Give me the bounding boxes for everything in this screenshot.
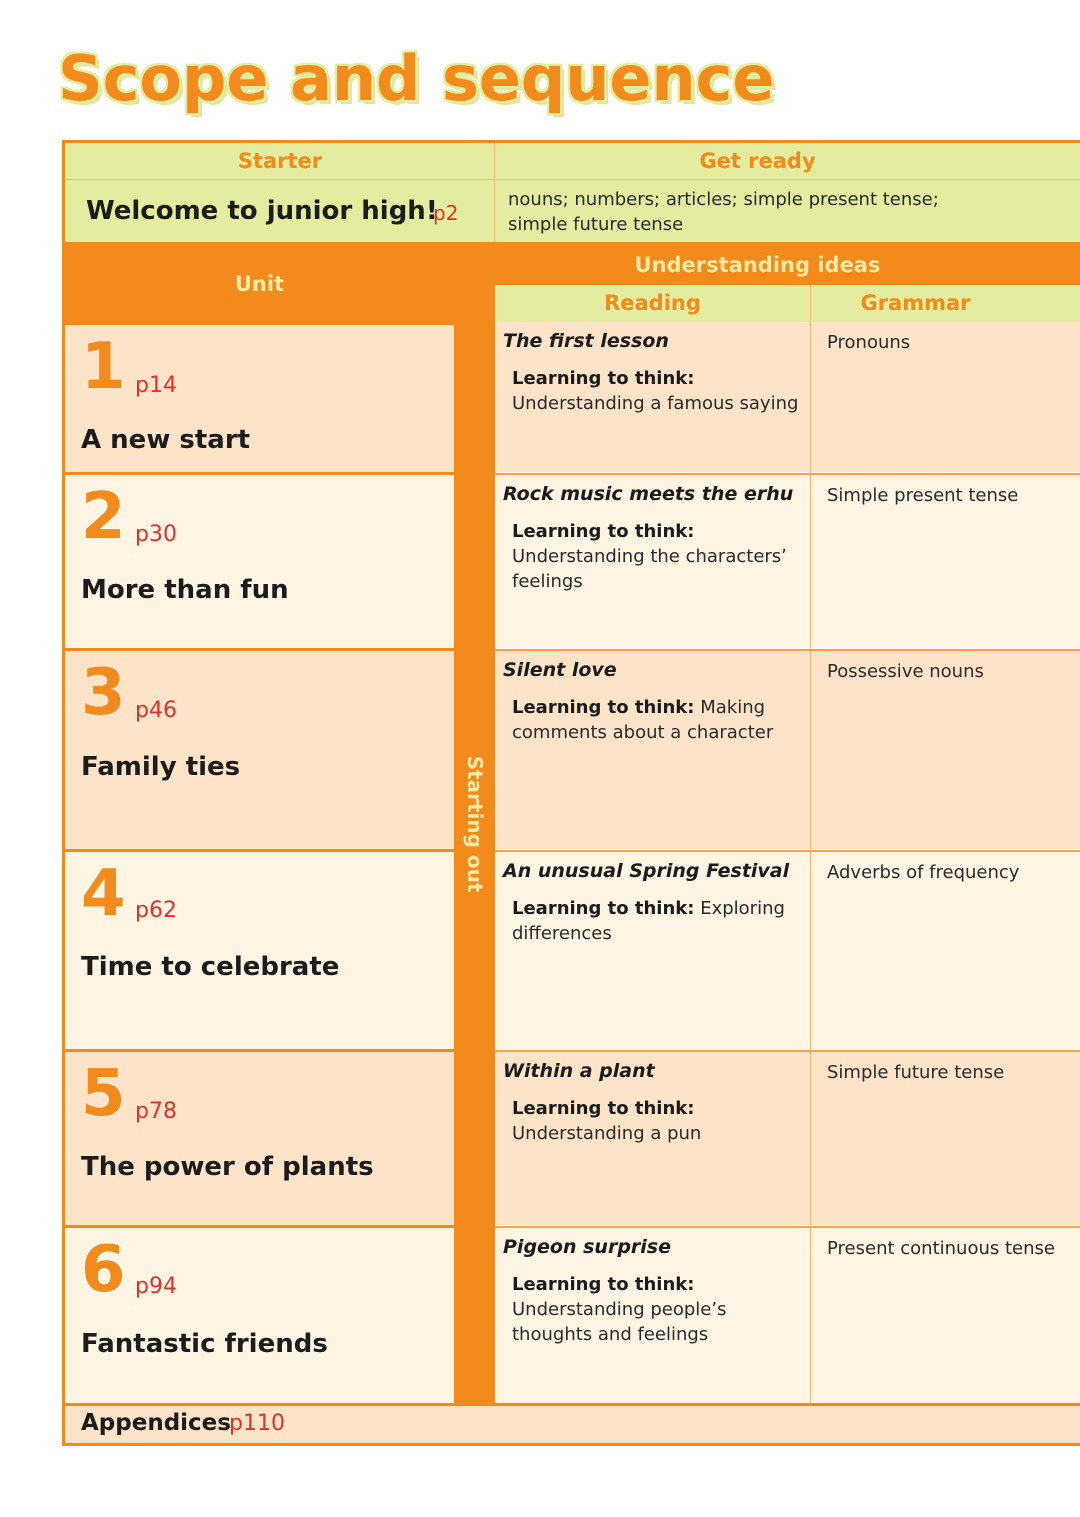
unit-number: 1 — [81, 330, 126, 404]
grammar-text: Simple present tense — [827, 485, 1019, 506]
unit-name: Family ties — [81, 752, 241, 782]
grammar-text: Possessive nouns — [827, 661, 984, 682]
reading-title: Silent love — [503, 659, 617, 681]
unit-name: Time to celebrate — [81, 952, 340, 982]
grammar-text: Pronouns — [827, 332, 911, 353]
ltt-label: Learning to think: — [512, 368, 695, 389]
starter-header-label: Starter — [237, 149, 323, 173]
understanding-ideas-label: Understanding ideas — [634, 253, 881, 277]
ltt-text: Understanding a famous saying — [512, 393, 799, 414]
ltt-text: Making comments about a character — [512, 697, 774, 743]
unit-number: 4 — [81, 857, 126, 931]
unit-number: 3 — [81, 656, 126, 730]
unit-page: p62 — [135, 898, 177, 923]
unit-number: 6 — [81, 1233, 126, 1307]
starter-page: p2 — [433, 201, 459, 225]
ltt-label: Learning to think: — [512, 1098, 695, 1119]
ltt-text: Understanding a pun — [512, 1123, 702, 1144]
appendices-page: p110 — [229, 1411, 285, 1436]
ltt-text: Understanding the characters’ feelings — [512, 546, 787, 592]
unit-page: p46 — [135, 698, 177, 723]
grammar-text: Simple future tense — [827, 1062, 1005, 1083]
unit-page: p30 — [135, 522, 177, 547]
unit-number: 2 — [81, 480, 126, 554]
grammar-text: Present continuous tense — [827, 1238, 1055, 1259]
unit-name: Fantastic friends — [81, 1329, 328, 1359]
page-title: Scope and sequence — [58, 42, 775, 115]
reading-title: Rock music meets the erhu — [503, 483, 794, 505]
unit-number: 5 — [81, 1057, 126, 1131]
ltt-label: Learning to think: — [512, 697, 695, 718]
unit-header-label: Unit — [234, 272, 285, 296]
ltt-label: Learning to think: — [512, 521, 695, 542]
unit-name: More than fun — [81, 575, 289, 605]
table-frame — [62, 140, 1080, 1446]
reading-title: An unusual Spring Festival — [503, 860, 790, 882]
grammar-text: Adverbs of frequency — [827, 862, 1020, 883]
unit-page: p14 — [135, 373, 177, 398]
appendices-label: Appendices — [81, 1410, 231, 1436]
ltt-label: Learning to think: — [512, 1274, 695, 1295]
starter-name: Welcome to junior high! — [86, 196, 438, 226]
ltt-text: Understanding people’s thoughts and feelings — [512, 1299, 727, 1345]
unit-page: p78 — [135, 1099, 177, 1124]
starting-out-label: Starting out — [462, 755, 487, 893]
reading-title: Within a plant — [503, 1060, 655, 1082]
reading-header-label: Reading — [604, 291, 701, 315]
ltt-text: Exploring differences — [512, 898, 785, 944]
unit-name: A new start — [81, 425, 251, 455]
reading-title: The first lesson — [503, 330, 669, 352]
reading-title: Pigeon surprise — [503, 1236, 672, 1258]
get-ready-header-label: Get ready — [699, 149, 816, 173]
unit-page: p94 — [135, 1274, 177, 1299]
unit-name: The power of plants — [81, 1152, 374, 1182]
get-ready-text: nouns; numbers; articles; simple present tense; simple future tense — [508, 189, 939, 235]
grammar-header-label: Grammar — [860, 291, 971, 315]
ltt-label: Learning to think: — [512, 898, 695, 919]
